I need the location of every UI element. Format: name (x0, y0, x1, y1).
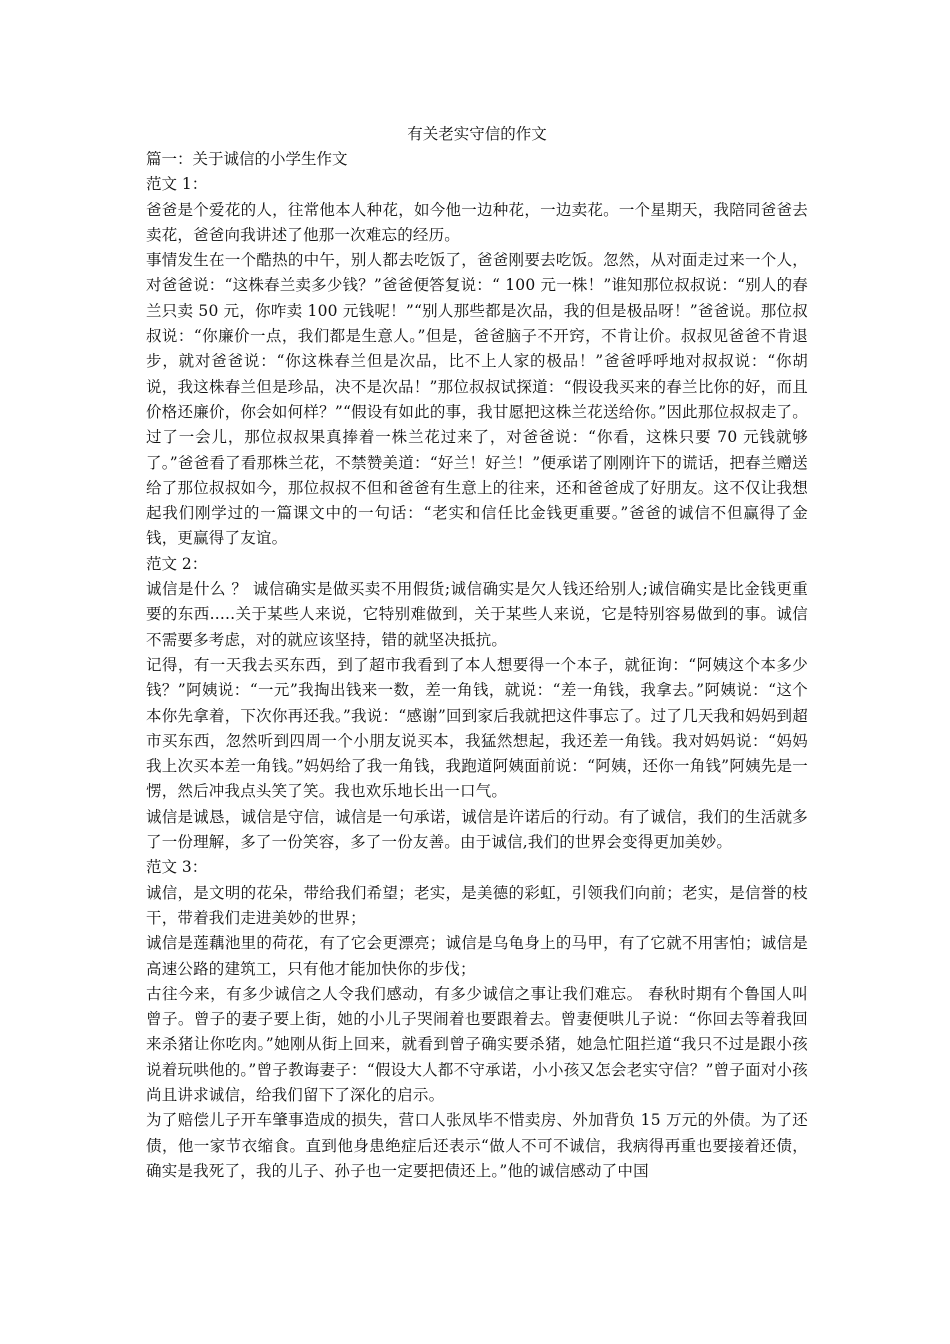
paragraph: 爸爸是个爱花的人，往常他本人种花，如今他一边种花，一边卖花。一个星期天，我陪同爸爸去卖花，爸爸向我讲述了他那一次难忘的经历。 (146, 200, 808, 244)
document-blocks (146, 147, 808, 1184)
paragraph: 诚信是诚恳，诚信是守信，诚信是一句承诺，诚信是许诺后的行动。有了诚信，我们的生活就多了一份理解，多了一份笑容，多了一份友善。由于诚信,我们的世界会变得更加美妙。 (146, 807, 808, 852)
section-heading: 范文 1： (146, 175, 208, 194)
paragraph: 古往今来，有多少诚信之人令我们感动，有多少诚信之事让我们难忘。 春秋时期有个鲁国人叫曾子。曾子的妻子要上街，她的小儿子哭闹着也要跟着去。曾妻便哄儿子说：“你回去等着我回来杀猪让你吃肉。”她刚从街上回来，就看到曾子确实要杀猪，她急忙阻拦道“我只不过是跟小孩说着玩哄他的。”曾子教诲妻子：“假设大人都不守承诺，小小孩又怎会老实守信？”曾子面对小孩尚且讲求诚信，给我们留下了深化的启示。 (146, 984, 808, 1104)
paragraph: 诚信是莲藕池里的荷花，有了它会更漂亮；诚信是乌龟身上的马甲，有了它就不用害怕；诚信是高速公路的建筑工，只有他才能加快你的步伐； (146, 934, 808, 978)
section-heading: 范文 2： (146, 554, 208, 573)
section-heading: 篇一：关于诚信的小学生作文 (146, 150, 348, 168)
document-title: 有关老实守信的作文 (407, 125, 547, 143)
section-heading: 范文 3： (146, 858, 208, 877)
paragraph: 为了赔偿儿子开车肇事造成的损失，营口人张凤毕不惜卖房、外加背负 15 万元的外债。为了还债，他一家节衣缩食。直到他身患绝症后还表示“做人不可不诚信，我病得再重也要接着还债，确实是我死了，我的儿子、孙子也一定要把债还上。”他的诚信感动了中国 (146, 1111, 808, 1180)
paragraph: 事情发生在一个酷热的中午，别人都去吃饭了，爸爸刚要去吃饭。忽然，从对面走过来一个人，对爸爸说：“这株春兰卖多少钱？”爸爸便答复说：“ 100 元一株！”谁知那位叔叔说：“别人的春兰只卖 50 元，你咋卖 100 元钱呢！”“别人那些都是次品，我的但是极品呀！”爸爸说。那位叔叔说：“你廉价一点，我们都是生意人。”但是，爸爸脑子不开窍，不肯让价。叔叔见爸爸不肯退步，就对爸爸说：“你这株春兰但是次品，比不上人家的极品！”爸爸呼呼地对叔叔说：“你胡说，我这株春兰但是珍品，决不是次品！”那位叔叔试探道：“假设我买来的春兰比你的好，而且价格还廉价，你会如何样？”“假设有如此的事，我甘愿把这株兰花送给你。”因此那位叔叔走了。过了一会儿，那位叔叔果真捧着一株兰花过来了，对爸爸说：“你看，这株只要 70 元钱就够了。”爸爸看了看那株兰花，不禁赞美道：“好兰！好兰！”便承诺了刚刚许下的谎话，把春兰赠送给了那位叔叔如今，那位叔叔不但和爸爸有生意上的往来，还和爸爸成了好朋友。这不仅让我想起我们刚学过的一篇课文中的一句话：“老实和信任比金钱更重要。”爸爸的诚信不但赢得了金钱，更赢得了友谊。 (146, 251, 808, 548)
paragraph: 诚信是什么 ？ 诚信确实是做买卖不用假货;诚信确实是欠人钱还给别人;诚信确实是比金钱更重要的东西.....关于某些人来说，它特别难做到，关于某些人来说，它是特别容易做到的事。诚信不需要多考虑，对的就应该坚持，错的就坚决抵抗。 (146, 580, 808, 649)
document-body (146, 121, 808, 1184)
paragraph: 诚信，是文明的花朵，带给我们希望；老实，是美德的彩虹，引领我们向前；老实，是信誉的枝干，带着我们走进美妙的世界； (146, 883, 808, 927)
paragraph: 记得，有一天我去买东西，到了超市我看到了本人想要得一个本子，就征询：“阿姨这个本多少钱？”阿姨说：“一元”我掏出钱来一数，差一角钱，就说：“差一角钱，我拿去。”阿姨说：“这个本你先拿着，下次你再还我。”我说：“感谢”回到家后我就把这件事忘了。过了几天我和妈妈到超市买东西，忽然听到四周一个小朋友说买本，我猛然想起，我还差一角钱。我对妈妈说：“妈妈我上次买本差一角钱。”妈妈给了我一角钱，我跑道阿姨面前说：“阿姨，还你一角钱”阿姨先是一愣，然后冲我点头笑了笑。我也欢乐地长出一口气。 (146, 655, 808, 801)
